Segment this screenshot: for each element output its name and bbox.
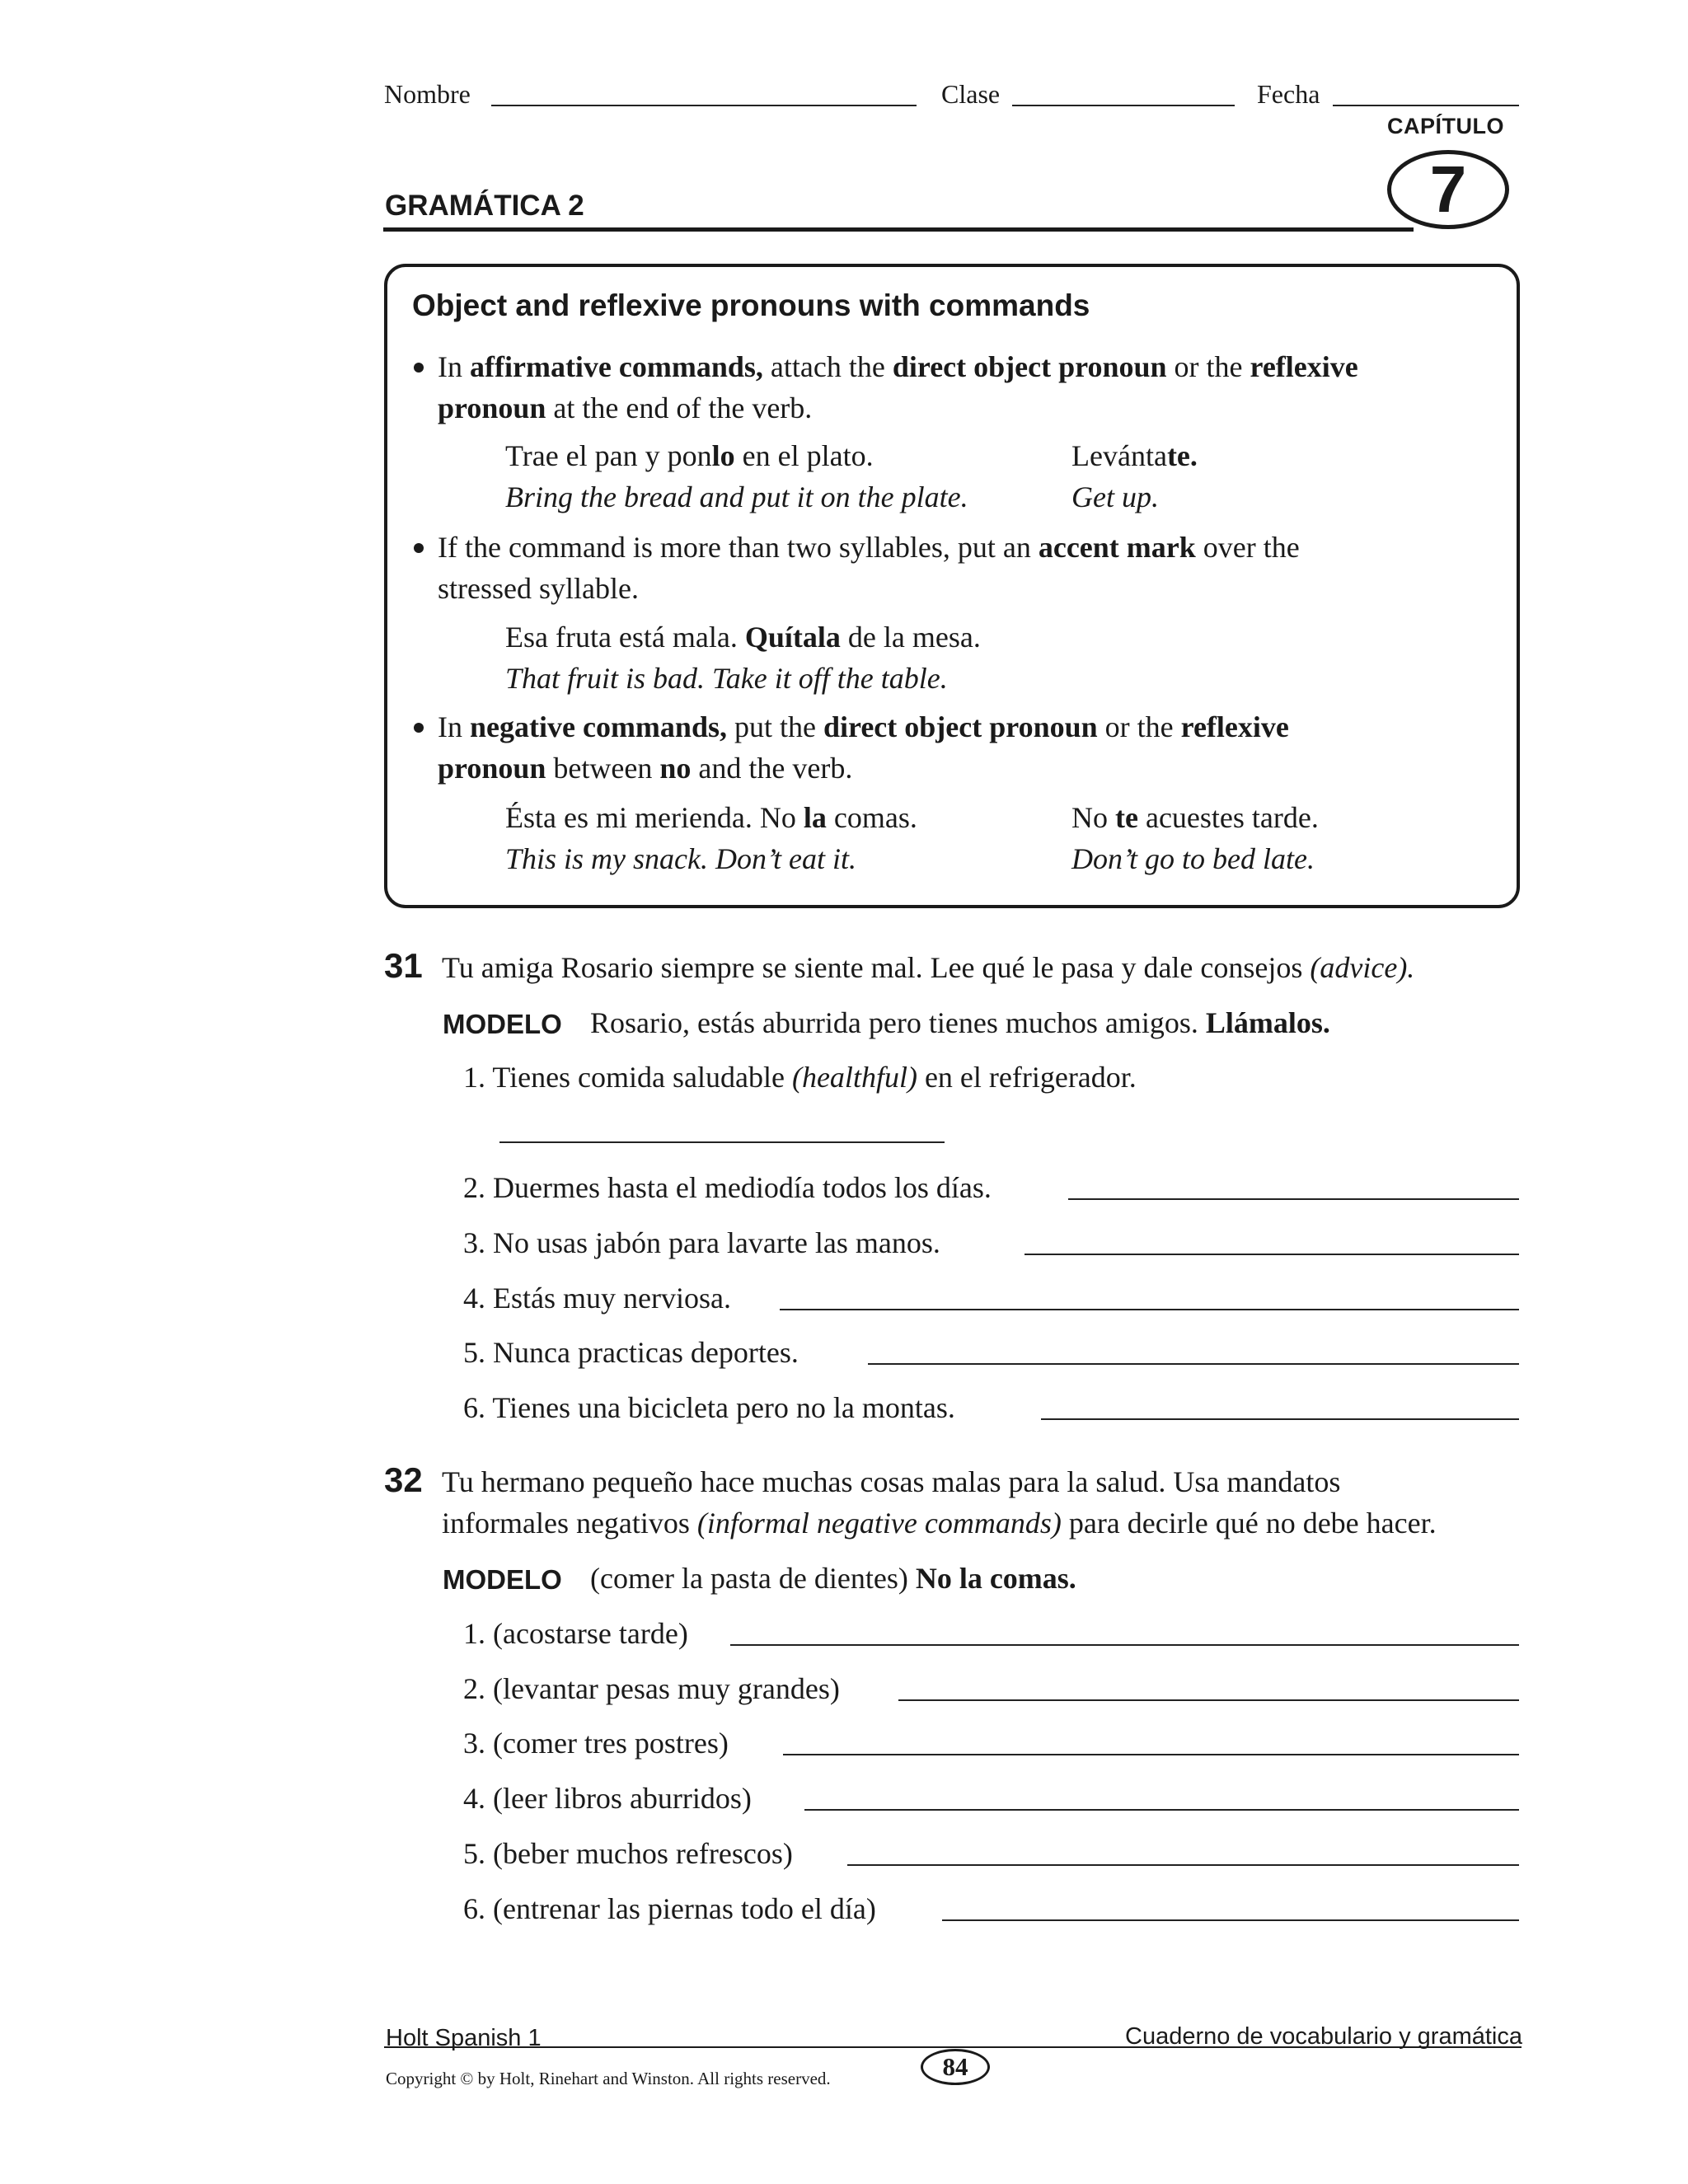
item-number: 6. [463,1892,485,1925]
example-es [505,438,874,473]
text: at the end of the verb. [546,391,813,424]
bold-text: accent mark [1038,531,1196,564]
text: Rosario, estás aburrida pero tienes muchos amigos. [590,1006,1206,1039]
text: en el refrigerador. [917,1061,1137,1094]
example-en: Bring the bread and put it on the plate. [505,480,968,513]
bold-text: No la comas. [915,1562,1076,1595]
example-en: That fruit is bad. Take it off the table. [505,662,948,695]
page-number: 84 [921,2049,990,2085]
text: acuestes tarde. [1137,801,1319,834]
footer-book-title: Holt Spanish 1 [386,2025,542,2051]
item-number: 2. [463,1672,485,1705]
answer-line[interactable] [1068,1198,1519,1200]
bullet3-text [438,706,1501,789]
bold-text: lo [711,439,735,472]
text: (acostarse tarde) [493,1617,688,1650]
section-title: GRAMÁTICA 2 [385,190,584,222]
text: en el plato. [734,439,874,472]
text: Tienes comida saludable [492,1061,792,1094]
item-number: 1. [463,1061,485,1094]
answer-line[interactable] [942,1919,1519,1921]
capitulo-label: CAPÍTULO [1387,114,1504,138]
grammar-box-title: Object and reflexive pronouns with commands [412,288,1090,322]
text: de la mesa. [840,621,981,654]
fecha-field[interactable] [1333,105,1519,106]
text: In [438,350,470,383]
exercise32-instructions [442,1506,1437,1540]
example-es [1071,800,1319,835]
item-number: 2. [463,1171,485,1204]
text: Levánta [1071,439,1167,472]
exercise32-item [463,1891,876,1926]
example-es [505,620,981,654]
bullet2-text [438,527,1501,609]
bold-text: direct object pronoun [892,350,1167,383]
modelo-label: MODELO [443,1009,562,1039]
exercise32-item [463,1616,688,1651]
text: If the command is more than two syllables, put an [438,531,1039,564]
text: No usas jabón para lavarte las manos. [493,1226,940,1259]
text: Tienes una bicicleta pero no la montas. [492,1391,955,1424]
text: stressed syllable. [438,572,639,605]
modelo-label: MODELO [443,1564,562,1595]
copyright: Copyright © by Holt, Rinehart and Winston. All rights reserved. [386,2069,831,2088]
bold-text: reflexive [1250,350,1358,383]
bold-text: pronoun [438,752,546,785]
chapter-number-badge: 7 [1387,150,1509,229]
text: (comer tres postres) [493,1727,729,1760]
italic-text: (advice). [1310,951,1415,984]
answer-line[interactable] [780,1309,1519,1310]
text: (comer la pasta de dientes) [590,1562,916,1595]
text: (entrenar las piernas todo el día) [493,1892,876,1925]
text: Trae el pan y pon [505,439,712,472]
text: attach the [762,350,893,383]
item-number: 5. [463,1837,485,1870]
text: (levantar pesas muy grandes) [493,1672,840,1705]
answer-line[interactable] [1025,1254,1519,1255]
text: No [1071,801,1115,834]
answer-line[interactable] [868,1363,1519,1365]
modelo-example [590,1005,1330,1040]
exercise32-item [463,1671,840,1706]
text: Nunca practicas deportes. [493,1336,799,1369]
bold-text: affirmative commands, [470,350,763,383]
clase-field[interactable] [1012,105,1235,106]
section-rule [383,227,1414,232]
item-number: 4. [463,1782,485,1815]
bold-text: Llámalos. [1205,1006,1330,1039]
exercise-number: 32 [384,1460,423,1499]
item-number: 3. [463,1226,485,1259]
bold-text: reflexive [1180,710,1289,743]
item-number: 4. [463,1282,485,1315]
bold-text: te. [1166,439,1198,472]
item-number: 5. [463,1336,485,1369]
bold-text: Quítala [744,621,841,654]
bold-text: la [803,801,827,834]
footer-rule [384,2046,1522,2048]
text: (leer libros aburridos) [493,1782,752,1815]
italic-text: (healthful) [791,1061,917,1094]
footer-workbook-title: Cuaderno de vocabulario y gramática [1125,2023,1522,2050]
text: Duermes hasta el mediodía todos los días. [493,1171,992,1204]
exercise31-item [463,1170,992,1205]
text: (beber muchos refrescos) [493,1837,793,1870]
text: and the verb. [691,752,853,785]
item-number: 6. [463,1391,485,1424]
item-number: 1. [463,1617,485,1650]
bold-text: negative commands, [470,710,727,743]
exercise31-item [463,1390,955,1425]
text: or the [1097,710,1181,743]
exercise31-instructions [442,950,1414,985]
exercise31-item [463,1060,1137,1094]
example-en: Get up. [1071,480,1159,513]
item-number: 3. [463,1727,485,1760]
text: para decirle qué no debe hacer. [1061,1507,1437,1540]
bold-text: te [1115,801,1138,834]
exercise-number: 31 [384,946,423,985]
example-en: This is my snack. Don’t eat it. [505,842,856,875]
answer-line[interactable] [847,1864,1519,1866]
text: Estás muy nerviosa. [493,1282,731,1315]
answer-line[interactable] [898,1699,1519,1701]
exercise31-item [463,1281,731,1315]
exercise32-instructions: Tu hermano pequeño hace muchas cosas malas para la salud. Usa mandatos [442,1465,1341,1498]
answer-line[interactable] [1041,1418,1519,1420]
answer-line[interactable] [783,1754,1519,1755]
exercise32-item [463,1726,729,1760]
bold-text: no [659,752,692,785]
answer-line[interactable] [804,1809,1519,1811]
text: over the [1195,531,1300,564]
exercise32-item [463,1836,793,1871]
text: put the [726,710,823,743]
clase-label: Clase [941,79,1001,109]
nombre-label: Nombre [384,79,471,109]
text: informales negativos [442,1507,697,1540]
text: Tu amiga Rosario siempre se siente mal. Lee qué le pasa y dale consejos [442,951,1311,984]
text: comas. [826,801,917,834]
bullet-icon [414,363,424,373]
text: Esa fruta está mala. [505,621,745,654]
text: or the [1166,350,1250,383]
bullet-icon [414,723,424,733]
text: In [438,710,470,743]
bold-text: direct object pronoun [823,710,1098,743]
answer-line[interactable] [730,1644,1519,1646]
nombre-field[interactable] [491,105,917,106]
bullet-icon [414,543,424,553]
text: Ésta es mi merienda. No [505,801,804,834]
exercise31-item [463,1335,799,1370]
answer-line[interactable] [499,1141,945,1143]
example-en: Don’t go to bed late. [1071,842,1315,875]
bold-text: pronoun [438,391,546,424]
text: between [546,752,660,785]
fecha-label: Fecha [1257,79,1320,109]
italic-text: (informal negative commands) [696,1507,1062,1540]
modelo-example [590,1561,1076,1596]
example-es [505,800,917,835]
exercise31-item [463,1226,940,1260]
bullet1-text [438,346,1501,429]
example-es [1071,438,1198,473]
exercise32-item [463,1781,752,1816]
